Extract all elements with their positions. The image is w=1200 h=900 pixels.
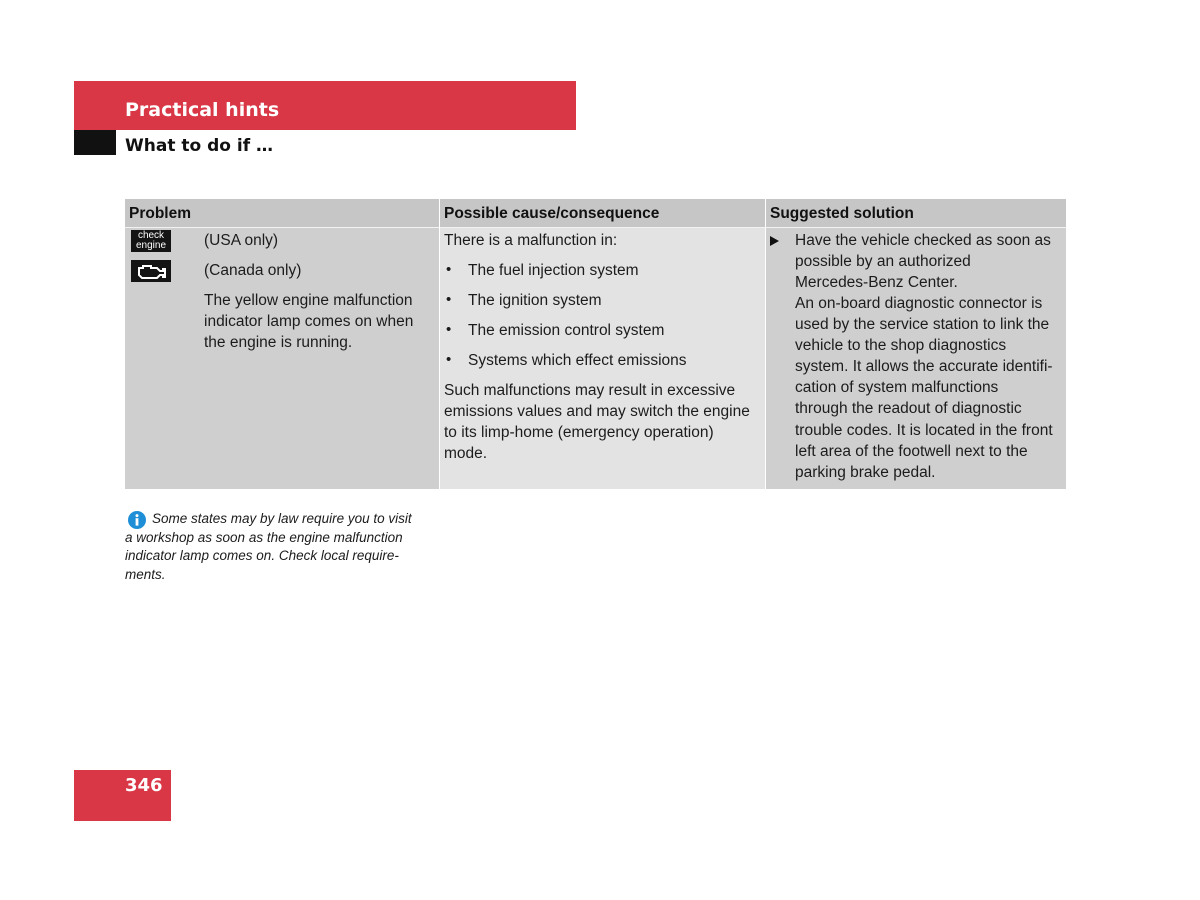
solution-line: Have the vehicle checked as soon as bbox=[795, 232, 1051, 249]
solution-line: parking brake pedal. bbox=[795, 464, 936, 481]
cause-intro: There is a malfunction in: bbox=[444, 232, 618, 249]
solution-line: possible by an authorized bbox=[795, 253, 971, 270]
info-note-line: indicator lamp comes on. Check local require- bbox=[125, 548, 399, 564]
info-note-line: a workshop as soon as the engine malfunction bbox=[125, 529, 403, 545]
header-cell-solution: Suggested solution bbox=[766, 199, 1066, 228]
problem-desc-line: indicator lamp comes on when bbox=[204, 313, 414, 330]
problem-desc-line: the engine is running. bbox=[204, 334, 353, 351]
solution-line: through the readout of diagnostic bbox=[795, 400, 1022, 417]
bullet-icon: • bbox=[446, 261, 452, 278]
problem-table bbox=[125, 199, 1066, 489]
column-solution bbox=[766, 199, 1066, 489]
page-number: 346 bbox=[125, 775, 163, 796]
cause-bullet-item: Systems which effect emissions bbox=[468, 352, 687, 369]
info-note bbox=[125, 510, 425, 584]
solution-line: vehicle to the shop diagnostics bbox=[795, 337, 1007, 354]
subsection-marker bbox=[74, 130, 116, 155]
section-title: Practical hints bbox=[125, 99, 280, 121]
cause-result-line: Such malfunctions may result in excessive bbox=[444, 382, 736, 399]
info-note-line: ments. bbox=[125, 566, 166, 582]
solution-line: Mercedes-Benz Center. bbox=[795, 274, 958, 291]
solution-line: used by the service station to link the bbox=[795, 316, 1050, 333]
canada-only-label: (Canada only) bbox=[204, 262, 302, 279]
column-cause bbox=[440, 199, 765, 489]
problem-desc-line: The yellow engine malfunction bbox=[204, 292, 413, 309]
solution-line: system. It allows the accurate identifi- bbox=[795, 358, 1053, 375]
cause-result-line: mode. bbox=[444, 445, 488, 462]
solution-line: An on-board diagnostic connector is bbox=[795, 295, 1043, 312]
engine-icon bbox=[131, 260, 171, 282]
check-engine-icon: check engine bbox=[131, 230, 171, 252]
column-problem bbox=[125, 199, 439, 489]
cause-result-line: emissions values and may switch the engine bbox=[444, 403, 750, 420]
header-cell-cause: Possible cause/consequence bbox=[440, 199, 765, 228]
solution-line: cation of system malfunctions bbox=[795, 379, 999, 396]
bullet-icon: • bbox=[446, 321, 452, 338]
solution-line: trouble codes. It is located in the front bbox=[795, 422, 1053, 439]
solution-line: left area of the footwell next to the bbox=[795, 443, 1028, 460]
cause-bullet-item: The fuel injection system bbox=[468, 262, 639, 279]
usa-only-label: (USA only) bbox=[204, 232, 279, 249]
bullet-icon: • bbox=[446, 351, 452, 368]
header-cell-problem: Problem bbox=[125, 199, 439, 228]
subsection-title: What to do if … bbox=[125, 136, 274, 156]
cause-bullet-item: The emission control system bbox=[468, 322, 665, 339]
info-note-line: Some states may by law require you to visit bbox=[152, 511, 412, 526]
cause-result-line: to its limp-home (emergency operation) bbox=[444, 424, 714, 441]
arrow-right-icon bbox=[769, 235, 780, 247]
bullet-icon: • bbox=[446, 291, 452, 308]
cause-bullet-item: The ignition system bbox=[468, 292, 602, 309]
